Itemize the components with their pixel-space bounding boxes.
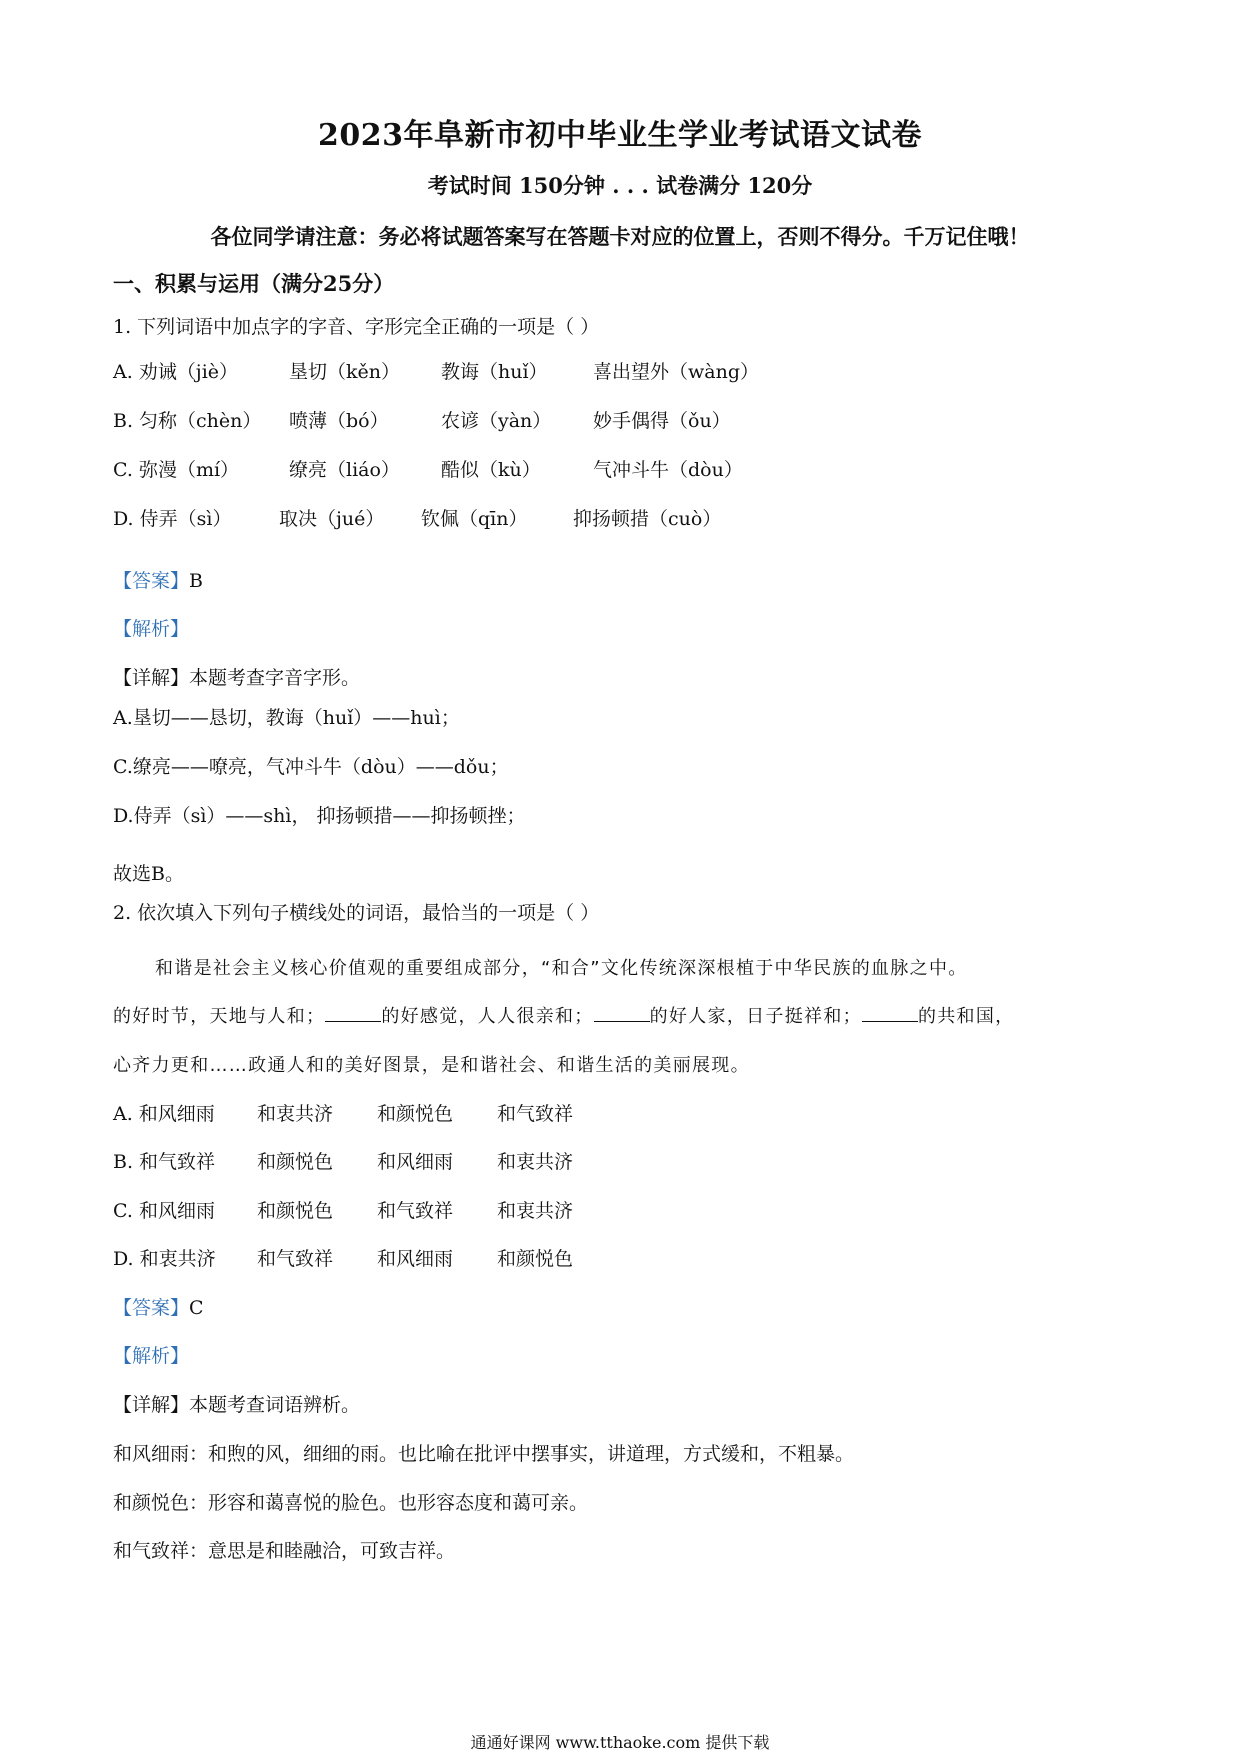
q2-option-c-word-1: C. 和风细雨 — [113, 1200, 215, 1222]
page-title: 2023年阜新市初中毕业生学业考试语文试卷 — [318, 118, 922, 153]
notice: 各位同学请注意：务必将试题答案写在答题卡对应的位置上，否则不得分。千万记住哦！ — [210, 224, 1030, 249]
q2-option-b-word-1: B. 和气致祥 — [113, 1151, 216, 1173]
q1-option-d-word-4: 抑扬顿措（cuò） — [573, 508, 722, 530]
q2-option-a-word-2: 和衷共济 — [257, 1103, 334, 1125]
q1-option-a-word-1: A. 劝诫（jiè） — [113, 361, 239, 383]
q2-option-c-word-4: 和衷共济 — [497, 1200, 574, 1222]
passage-fragment: 的好时节，天地与人和； — [113, 1006, 326, 1027]
q1-option-c-word-2: 缭亮（liáo） — [289, 459, 400, 481]
q2-detail-line: 和气致祥：意思是和睦融洽，可致吉祥。 — [113, 1540, 456, 1562]
q1-option-c — [113, 455, 769, 482]
q2-detail-line: 和颜悦色：形容和蔼喜悦的脸色。也形容态度和蔼可亲。 — [113, 1492, 589, 1514]
q1-answer — [113, 566, 203, 593]
q1-option-b — [113, 406, 757, 433]
passage-fragment: 的好人家，日子挺祥和； — [649, 1006, 862, 1027]
q2-stem: 2. 依次填入下列句子横线处的词语，最恰当的一项是（ ） — [113, 902, 600, 924]
q1-option-b-word-4: 妙手偶得（ǒu） — [593, 410, 731, 432]
answer-tag: 【答案】 — [113, 570, 190, 592]
q1-option-b-word-2: 喷薄（bó） — [289, 410, 389, 432]
section-heading: 一、积累与运用（满分25分） — [113, 271, 395, 296]
q1-option-b-word-3: 农谚（yàn） — [441, 410, 552, 432]
q2-option-b — [113, 1147, 599, 1174]
q2-passage-line: 心齐力更和……政通人和的美好图景，是和谐社会、和谐生活的美丽展现。 — [113, 1055, 750, 1076]
q1-option-c-word-1: C. 弥漫（mí） — [113, 459, 240, 481]
q2-option-d-word-1: D. 和衷共济 — [113, 1248, 216, 1270]
fill-blank — [594, 1003, 650, 1022]
footer-credit: 通通好课网 www.tthaoke.com 提供下载 — [470, 1733, 770, 1752]
q2-option-b-word-2: 和颜悦色 — [257, 1151, 334, 1173]
q2-option-c-word-2: 和颜悦色 — [257, 1200, 334, 1222]
exam-info: 考试时间 150分钟 . . . 试卷满分 120分 — [427, 173, 813, 198]
q2-analysis-tag: 【解析】 — [113, 1345, 190, 1367]
q2-option-d — [113, 1244, 599, 1271]
answer-value: C — [189, 1297, 204, 1319]
q2-detail: 【详解】本题考查词语辨析。 — [113, 1394, 361, 1416]
q1-option-c-word-4: 气冲斗牛（dòu） — [593, 459, 743, 481]
q1-detail: 【详解】本题考查字音字形。 — [113, 667, 361, 689]
q2-option-c-word-3: 和气致祥 — [377, 1200, 454, 1222]
q2-option-d-word-3: 和风细雨 — [377, 1248, 454, 1270]
q1-option-d-word-1: D. 侍弄（sì） — [113, 508, 232, 530]
q2-passage-line: 和谐是社会主义核心价值观的重要组成部分，“和合”文化传统深深根植于中华民族的血脉之中。 — [155, 958, 968, 979]
q2-detail-line: 和风细雨：和煦的风，细细的雨。也比喻在批评中摆事实，讲道理，方式缓和，不粗暴。 — [113, 1443, 855, 1465]
q2-passage-line — [113, 1002, 1014, 1028]
fill-blank — [325, 1003, 381, 1022]
q2-option-a-word-1: A. 和风细雨 — [113, 1103, 215, 1125]
q1-detail-line: A.垦切——恳切，教诲（huǐ）——huì； — [113, 707, 460, 729]
q2-answer — [113, 1293, 204, 1320]
q2-option-d-word-2: 和气致祥 — [257, 1248, 334, 1270]
passage-fragment: 的共和国， — [917, 1006, 1015, 1027]
q1-option-d — [113, 504, 747, 531]
q2-option-a-word-3: 和颜悦色 — [377, 1103, 454, 1125]
q2-option-a — [113, 1099, 599, 1126]
q1-option-a-word-3: 教诲（huǐ） — [441, 361, 548, 383]
answer-value: B — [189, 570, 203, 592]
q1-option-c-word-3: 酷似（kù） — [441, 459, 541, 481]
q1-stem: 1. 下列词语中加点字的字音、字形完全正确的一项是（ ） — [113, 316, 600, 338]
q2-option-c — [113, 1196, 599, 1223]
q2-option-b-word-3: 和风细雨 — [377, 1151, 454, 1173]
q1-option-d-word-3: 钦佩（qīn） — [421, 508, 528, 530]
q1-detail-line: D.侍弄（sì）——shì， 抑扬顿措——抑扬顿挫； — [113, 805, 526, 827]
fill-blank — [862, 1003, 918, 1022]
q1-option-a-word-2: 垦切（kěn） — [289, 361, 400, 383]
q2-option-d-word-4: 和颜悦色 — [497, 1248, 574, 1270]
q1-detail-line: C.缭亮——嘹亮，气冲斗牛（dòu）——dǒu； — [113, 756, 509, 778]
q1-option-d-word-2: 取决（jué） — [279, 508, 385, 530]
q1-option-b-word-1: B. 匀称（chèn） — [113, 410, 262, 432]
q2-option-a-word-4: 和气致祥 — [497, 1103, 574, 1125]
q1-option-a — [113, 357, 785, 384]
q1-analysis-tag: 【解析】 — [113, 618, 190, 640]
passage-fragment: 的好感觉，人人很亲和； — [381, 1006, 594, 1027]
q2-option-b-word-4: 和衷共济 — [497, 1151, 574, 1173]
q1-option-a-word-4: 喜出望外（wàng） — [593, 361, 759, 383]
q1-conclusion: 故选B。 — [113, 863, 184, 885]
answer-tag: 【答案】 — [113, 1297, 190, 1319]
